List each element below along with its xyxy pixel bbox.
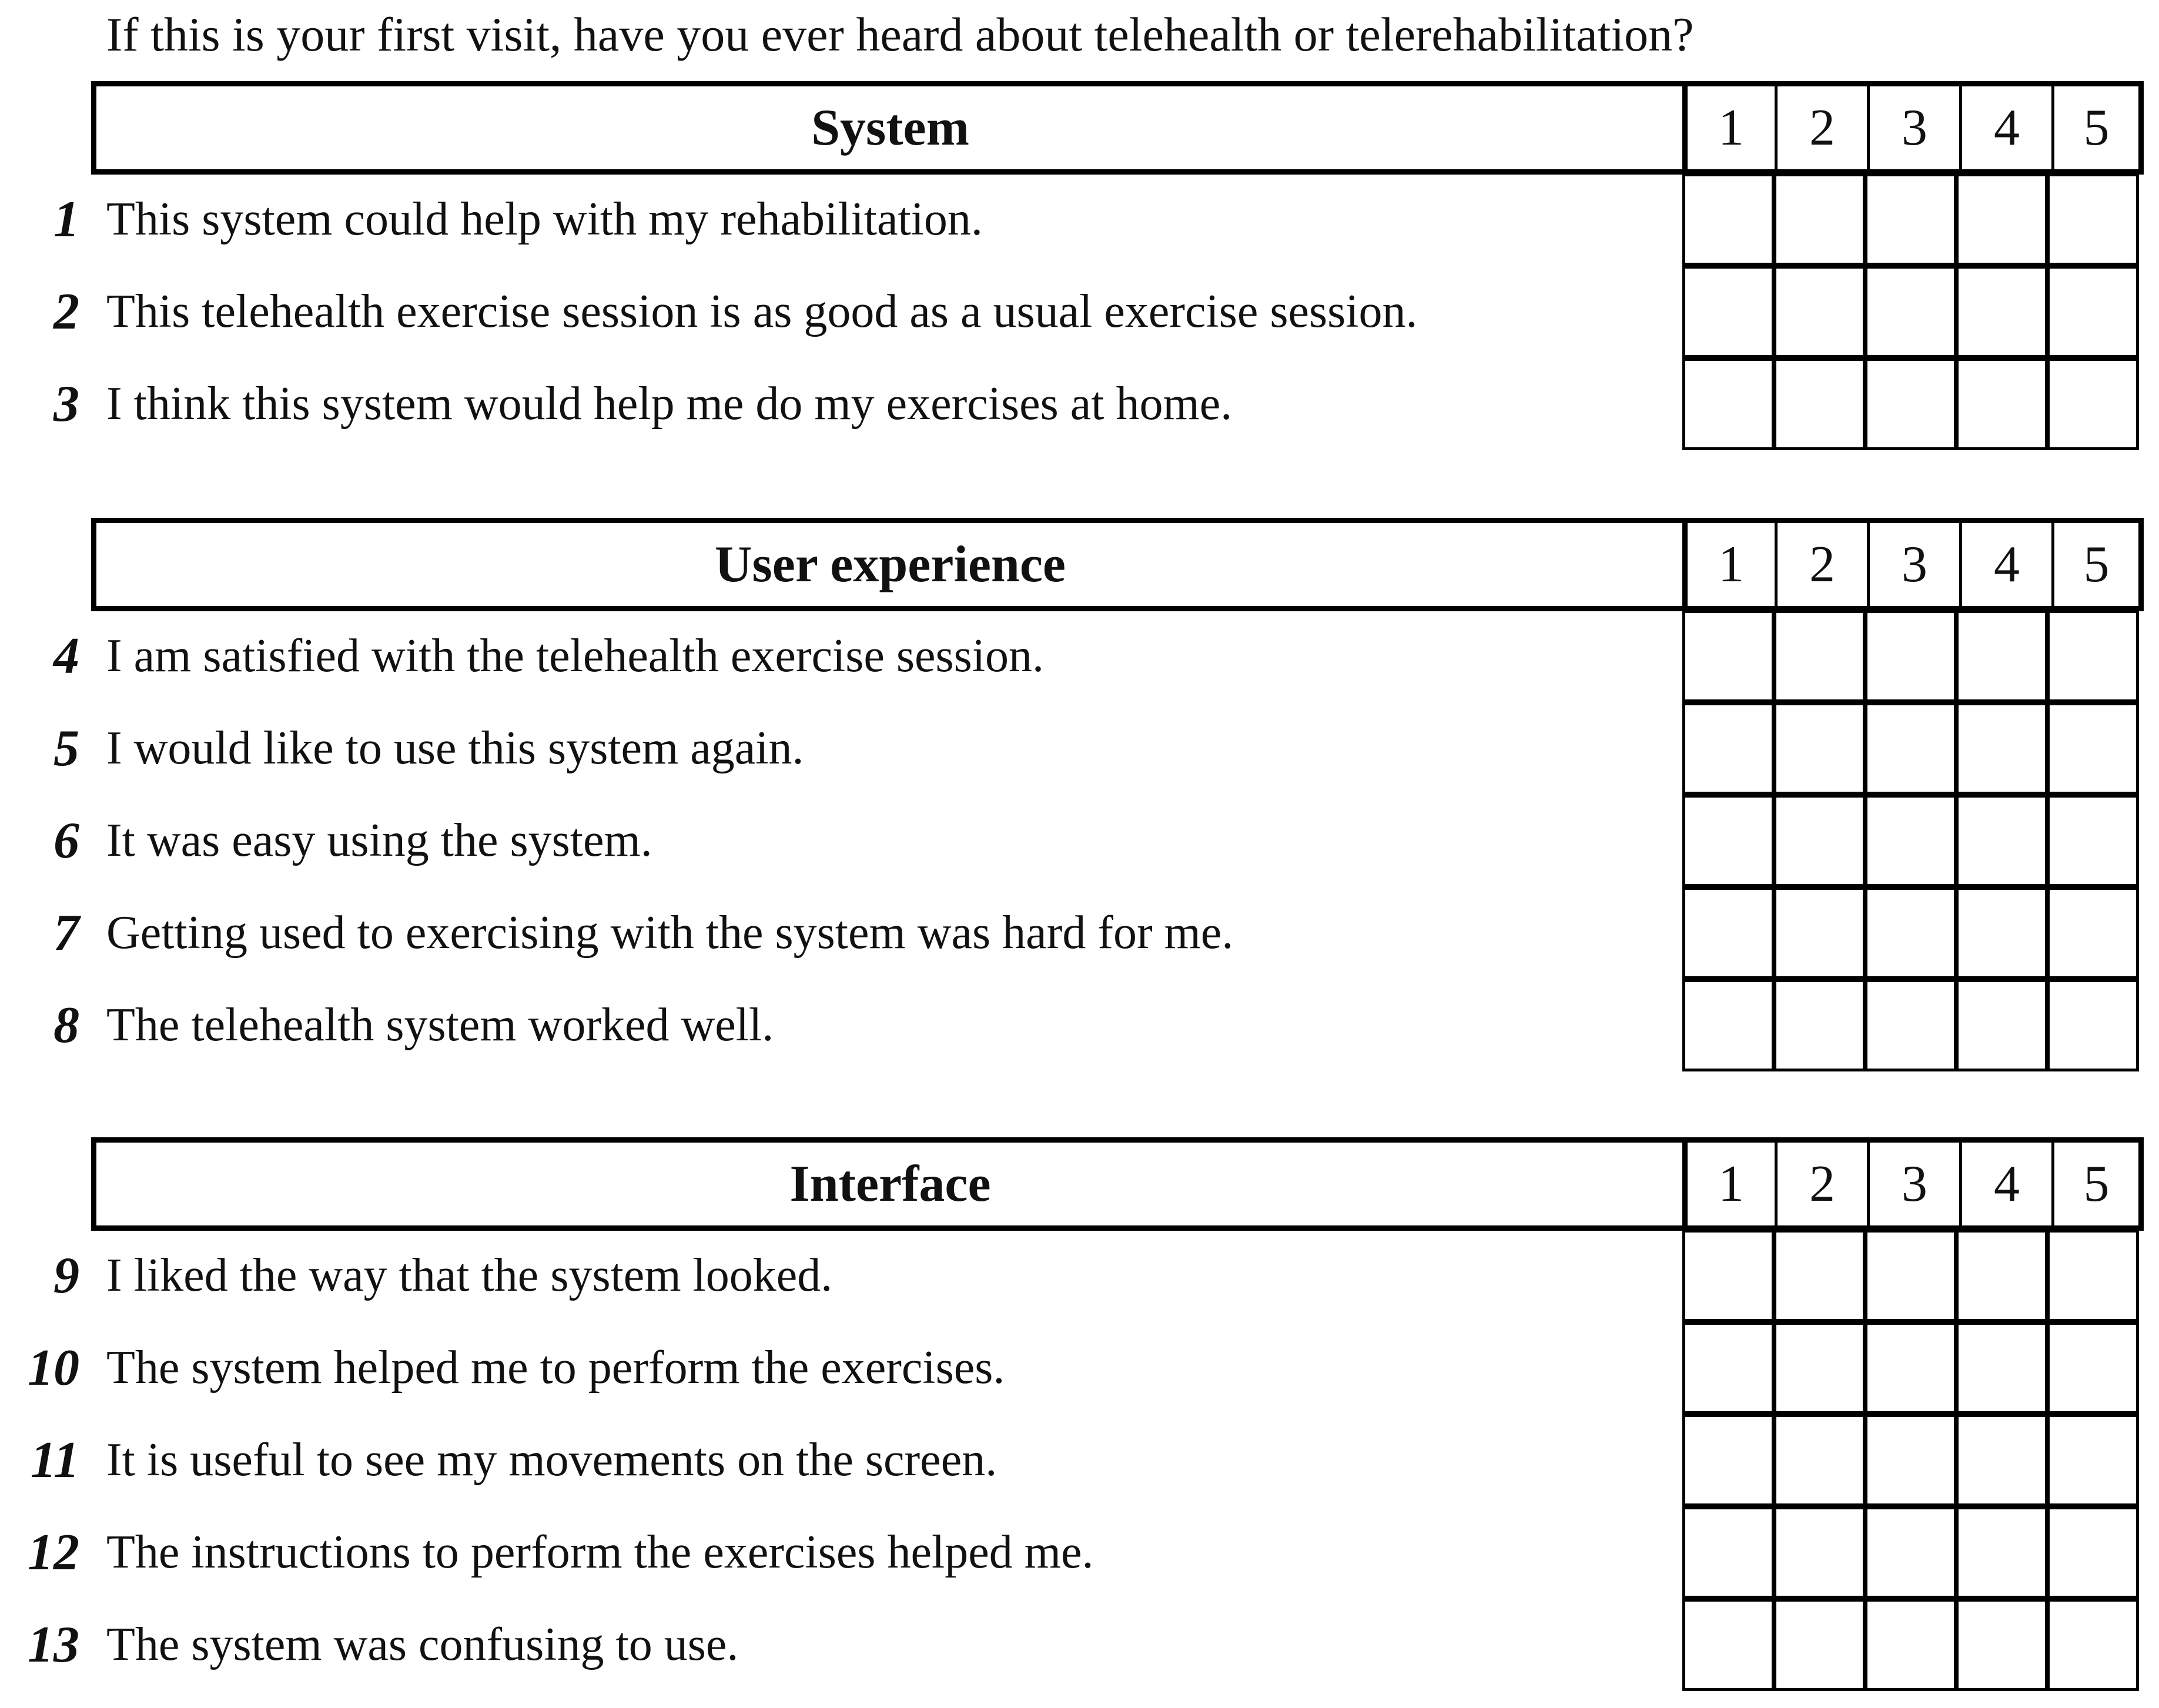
answer-cell-q6-3[interactable]	[1865, 795, 1957, 887]
question-number: 10	[28, 1339, 79, 1396]
answer-cell-q6-1[interactable]	[1682, 795, 1775, 887]
question-text: The telehealth system worked well.	[106, 999, 774, 1051]
question-row	[0, 1506, 1681, 1599]
question-row	[0, 266, 1681, 358]
answer-cell-q6-4[interactable]	[1956, 795, 2048, 887]
answer-cell-q3-3[interactable]	[1865, 358, 1957, 450]
answer-cell-q2-1[interactable]	[1682, 266, 1775, 358]
question-text: I liked the way that the system looked.	[106, 1250, 833, 1301]
question-number: 11	[30, 1432, 79, 1489]
question-row	[0, 979, 1681, 1071]
answer-cell-q12-5[interactable]	[2047, 1506, 2139, 1599]
question-text: It is useful to see my movements on the screen.	[106, 1434, 998, 1486]
scale-header-1: 1	[1682, 81, 1775, 175]
scale-header-4: 4	[1959, 1137, 2051, 1231]
answer-cell-q10-5[interactable]	[2047, 1322, 2139, 1414]
answer-cell-q2-2[interactable]	[1773, 266, 1866, 358]
question-number: 5	[53, 720, 79, 777]
question-number: 9	[53, 1247, 79, 1304]
scale-header-5: 5	[2051, 81, 2144, 175]
answer-cell-q9-1[interactable]	[1682, 1230, 1775, 1322]
answer-cell-q7-5[interactable]	[2047, 887, 2139, 979]
answer-cell-q12-3[interactable]	[1865, 1506, 1957, 1599]
answer-cell-q4-1[interactable]	[1682, 610, 1775, 702]
answer-cell-q8-1[interactable]	[1682, 979, 1775, 1071]
answer-cell-q10-1[interactable]	[1682, 1322, 1775, 1414]
answer-cell-q4-3[interactable]	[1865, 610, 1957, 702]
answer-cell-q3-4[interactable]	[1956, 358, 2048, 450]
answer-cell-q2-5[interactable]	[2047, 266, 2139, 358]
answer-cell-q10-2[interactable]	[1773, 1322, 1866, 1414]
question-text: The system was confusing to use.	[106, 1619, 739, 1670]
answer-cell-q12-4[interactable]	[1956, 1506, 2048, 1599]
answer-cell-q11-1[interactable]	[1682, 1414, 1775, 1506]
question-number: 6	[53, 812, 79, 869]
section-title: System	[91, 81, 1684, 175]
scale-header-2: 2	[1775, 81, 1867, 175]
scale-header-2: 2	[1775, 518, 1867, 611]
scale-header-5: 5	[2051, 1137, 2144, 1231]
answer-cell-q1-4[interactable]	[1956, 173, 2048, 266]
answer-cell-q5-2[interactable]	[1773, 702, 1866, 795]
scale-header-2: 2	[1775, 1137, 1867, 1231]
scale-header-3: 3	[1867, 81, 1959, 175]
question-text: This telehealth exercise session is as good as a usual exercise session.	[106, 286, 1418, 337]
answer-cell-q1-5[interactable]	[2047, 173, 2139, 266]
question-number: 7	[53, 905, 79, 962]
answer-cell-q11-3[interactable]	[1865, 1414, 1957, 1506]
answer-cell-q2-3[interactable]	[1865, 266, 1957, 358]
question-number: 4	[53, 628, 79, 685]
scale-header-4: 4	[1959, 81, 2051, 175]
answer-cell-q5-4[interactable]	[1956, 702, 2048, 795]
answer-cell-q9-5[interactable]	[2047, 1230, 2139, 1322]
section-title: User experience	[91, 518, 1684, 611]
scale-header-5: 5	[2051, 518, 2144, 611]
answer-cell-q11-2[interactable]	[1773, 1414, 1866, 1506]
answer-cell-q10-3[interactable]	[1865, 1322, 1957, 1414]
question-row	[0, 1230, 1681, 1322]
answer-cell-q1-2[interactable]	[1773, 173, 1866, 266]
answer-cell-q5-1[interactable]	[1682, 702, 1775, 795]
answer-cell-q3-1[interactable]	[1682, 358, 1775, 450]
scale-header-3: 3	[1867, 518, 1959, 611]
answer-cell-q2-4[interactable]	[1956, 266, 2048, 358]
answer-cell-q6-2[interactable]	[1773, 795, 1866, 887]
question-row	[0, 1414, 1681, 1506]
answer-cell-q8-2[interactable]	[1773, 979, 1866, 1071]
question-number: 2	[53, 283, 79, 340]
answer-cell-q10-4[interactable]	[1956, 1322, 2048, 1414]
answer-cell-q5-5[interactable]	[2047, 702, 2139, 795]
answer-cell-q3-2[interactable]	[1773, 358, 1866, 450]
answer-cell-q13-5[interactable]	[2047, 1599, 2139, 1691]
answer-cell-q8-4[interactable]	[1956, 979, 2048, 1071]
answer-cell-q9-4[interactable]	[1956, 1230, 2048, 1322]
answer-cell-q9-2[interactable]	[1773, 1230, 1866, 1322]
question-row	[0, 1599, 1681, 1691]
answer-cell-q4-5[interactable]	[2047, 610, 2139, 702]
question-row	[0, 173, 1681, 266]
question-row	[0, 610, 1681, 702]
answer-cell-q9-3[interactable]	[1865, 1230, 1957, 1322]
answer-cell-q13-2[interactable]	[1773, 1599, 1866, 1691]
answer-cell-q8-5[interactable]	[2047, 979, 2139, 1071]
question-number: 12	[28, 1524, 79, 1581]
scale-header-3: 3	[1867, 1137, 1959, 1231]
intro-question: If this is your first visit, have you ever heard about telehealth or telerehabilitation?	[106, 8, 1694, 61]
question-row	[0, 795, 1681, 887]
answer-cell-q7-1[interactable]	[1682, 887, 1775, 979]
answer-cell-q11-5[interactable]	[2047, 1414, 2139, 1506]
answer-cell-q11-4[interactable]	[1956, 1414, 2048, 1506]
scale-header-1: 1	[1682, 1137, 1775, 1231]
answer-cell-q4-2[interactable]	[1773, 610, 1866, 702]
answer-cell-q12-2[interactable]	[1773, 1506, 1866, 1599]
question-row	[0, 887, 1681, 979]
answer-cell-q6-5[interactable]	[2047, 795, 2139, 887]
question-text: This system could help with my rehabilitation.	[106, 193, 983, 245]
question-text: The system helped me to perform the exercises.	[106, 1342, 1005, 1394]
answer-cell-q13-3[interactable]	[1865, 1599, 1957, 1691]
answer-cell-q12-1[interactable]	[1682, 1506, 1775, 1599]
answer-cell-q8-3[interactable]	[1865, 979, 1957, 1071]
answer-cell-q7-4[interactable]	[1956, 887, 2048, 979]
question-text: The instructions to perform the exercises helped me.	[106, 1526, 1094, 1578]
answer-cell-q5-3[interactable]	[1865, 702, 1957, 795]
question-text: Getting used to exercising with the system was hard for me.	[106, 907, 1234, 959]
scale-header-4: 4	[1959, 518, 2051, 611]
answer-cell-q4-4[interactable]	[1956, 610, 2048, 702]
question-text: I am satisfied with the telehealth exercise session.	[106, 630, 1045, 682]
question-text: I think this system would help me do my exercises at home.	[106, 378, 1233, 430]
question-text: I would like to use this system again.	[106, 722, 804, 774]
scale-header-1: 1	[1682, 518, 1775, 611]
answer-cell-q13-1[interactable]	[1682, 1599, 1775, 1691]
section-title: Interface	[91, 1137, 1684, 1231]
question-row	[0, 358, 1681, 450]
question-number: 8	[53, 997, 79, 1054]
answer-cell-q3-5[interactable]	[2047, 358, 2139, 450]
question-row	[0, 702, 1681, 795]
answer-cell-q7-3[interactable]	[1865, 887, 1957, 979]
question-number: 13	[28, 1616, 79, 1673]
question-number: 3	[53, 376, 79, 433]
answer-cell-q1-3[interactable]	[1865, 173, 1957, 266]
answer-cell-q13-4[interactable]	[1956, 1599, 2048, 1691]
answer-cell-q7-2[interactable]	[1773, 887, 1866, 979]
answer-cell-q1-1[interactable]	[1682, 173, 1775, 266]
question-text: It was easy using the system.	[106, 815, 652, 866]
question-number: 1	[53, 191, 79, 248]
question-row	[0, 1322, 1681, 1414]
